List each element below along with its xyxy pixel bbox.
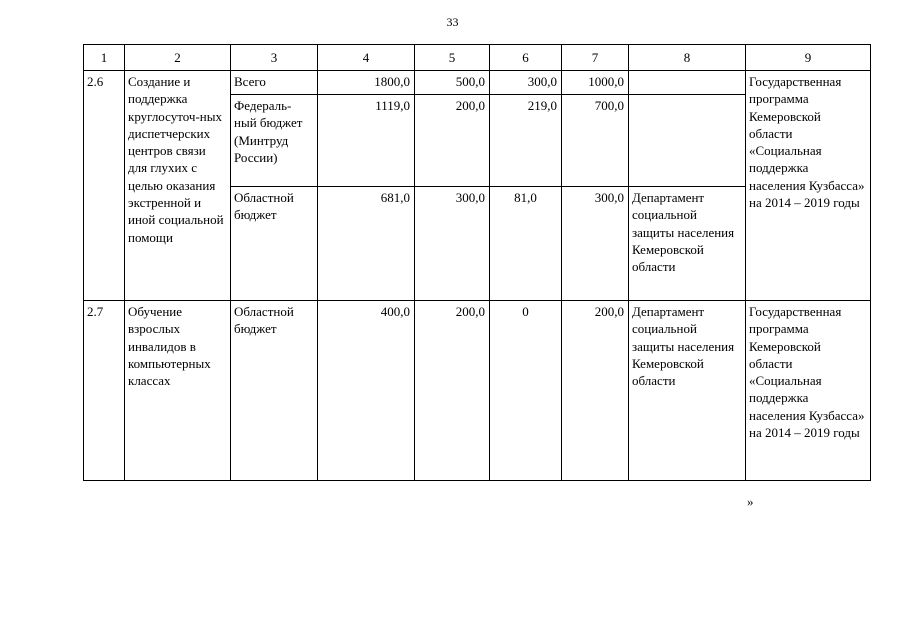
- executor: Департамент социальной защиты населения Кемеровской области: [629, 187, 746, 301]
- total-value: 400,0: [318, 301, 415, 481]
- header-col-2: 2: [125, 45, 231, 71]
- header-col-9: 9: [746, 45, 871, 71]
- total-value: 681,0: [318, 187, 415, 301]
- header-col-6: 6: [490, 45, 562, 71]
- measure-name: Обучение взрослых инвалидов в компьютерных классах: [125, 301, 231, 481]
- executor: [629, 95, 746, 187]
- year2-value: 81,0: [490, 187, 562, 301]
- program-name: Государственная программа Кемеровской области «Социальная поддержка населения Кузбасса» на 2014 – 2019 годы: [746, 71, 871, 301]
- year3-value: 700,0: [562, 95, 629, 187]
- row-number: 2.6: [84, 71, 125, 301]
- header-col-3: 3: [231, 45, 318, 71]
- header-col-4: 4: [318, 45, 415, 71]
- year1-value: 300,0: [415, 187, 490, 301]
- year2-value: 300,0: [490, 71, 562, 95]
- year1-value: 500,0: [415, 71, 490, 95]
- executor: [629, 71, 746, 95]
- funding-source: Областной бюджет: [231, 301, 318, 481]
- year3-value: 200,0: [562, 301, 629, 481]
- header-col-8: 8: [629, 45, 746, 71]
- funding-source: Всего: [231, 71, 318, 95]
- executor: Департамент социальной защиты населения Кемеровской области: [629, 301, 746, 481]
- year1-value: 200,0: [415, 301, 490, 481]
- header-col-5: 5: [415, 45, 490, 71]
- year3-value: 1000,0: [562, 71, 629, 95]
- closing-quote: »: [747, 494, 754, 509]
- budget-table: [83, 44, 871, 481]
- header-col-1: 1: [84, 45, 125, 71]
- program-name: Государственная программа Кемеровской области «Социальная поддержка населения Кузбасса» на 2014 – 2019 годы: [746, 301, 871, 481]
- year2-value: 219,0: [490, 95, 562, 187]
- table-row: [84, 301, 871, 481]
- year2-value: 0: [490, 301, 562, 481]
- funding-source: Федераль-ный бюджет (Минтруд России): [231, 95, 318, 187]
- measure-name: Создание и поддержка круглосуточ-ных диспетчерских центров связи для глухих с целью оказания экстренной и иной социальной помощи: [125, 71, 231, 301]
- page-number: 33: [446, 15, 459, 29]
- header-row: [84, 45, 871, 71]
- funding-source: Областной бюджет: [231, 187, 318, 301]
- total-value: 1119,0: [318, 95, 415, 187]
- year1-value: 200,0: [415, 95, 490, 187]
- row-number: 2.7: [84, 301, 125, 481]
- year3-value: 300,0: [562, 187, 629, 301]
- header-col-7: 7: [562, 45, 629, 71]
- table-row: [84, 71, 871, 95]
- total-value: 1800,0: [318, 71, 415, 95]
